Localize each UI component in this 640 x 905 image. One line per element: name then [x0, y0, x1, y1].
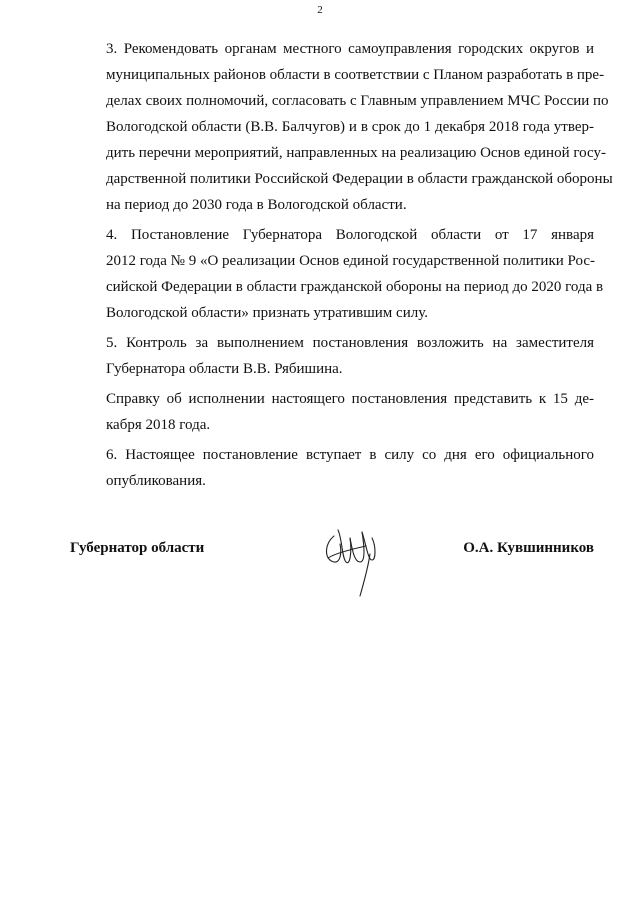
page-number: 2	[317, 4, 323, 16]
handwritten-signature	[320, 524, 380, 599]
text-line: делах своих полномочий, согласовать с Главным управлением МЧС России по	[106, 93, 609, 109]
signer-title: Губернатор области	[70, 540, 205, 556]
text-line: 6. Настоящее постановление вступает в силу со дня его официального	[106, 447, 594, 463]
text-line: Вологодской области (В.В. Балчугов) и в срок до 1 декабря 2018 года утвер-	[106, 119, 594, 135]
text-line: на период до 2030 года в Вологодской области.	[106, 197, 407, 213]
document-body	[70, 36, 613, 494]
text-line: 4. Постановление Губернатора Вологодской области от 17 января	[106, 227, 594, 243]
paragraph-5	[70, 330, 594, 382]
text-line: дарственной политики Российской Федерации в области гражданской обороны	[106, 171, 613, 187]
text-line: Вологодской области» признать утратившим силу.	[106, 305, 428, 321]
text-line: сийской Федерации в области гражданской обороны на период до 2020 года в	[106, 279, 604, 295]
signer-name: О.А. Кувшинников	[463, 540, 594, 556]
text-line: дить перечни мероприятий, направленных на реализацию Основ единой госу-	[106, 145, 606, 161]
text-line: опубликования.	[106, 473, 206, 489]
text-line: 3. Рекомендовать органам местного самоуправления городских округов и	[106, 41, 594, 57]
text-line: Справку об исполнении настоящего постановления представить к 15 де-	[106, 391, 594, 407]
paragraph-3	[70, 36, 613, 218]
signature-block	[70, 530, 594, 610]
text-line: кабря 2018 года.	[106, 417, 211, 433]
text-line: муниципальных районов области в соответствии с Планом разработать в пре-	[106, 67, 605, 83]
text-line: Губернатора области В.В. Рябишина.	[106, 361, 343, 377]
text-line: 2012 года № 9 «О реализации Основ единой государственной политики Рос-	[106, 253, 596, 269]
paragraph-4	[70, 222, 604, 326]
text-line: 5. Контроль за выполнением постановления возложить на заместителя	[106, 335, 594, 351]
paragraph-report	[70, 386, 594, 438]
paragraph-6	[70, 442, 594, 494]
